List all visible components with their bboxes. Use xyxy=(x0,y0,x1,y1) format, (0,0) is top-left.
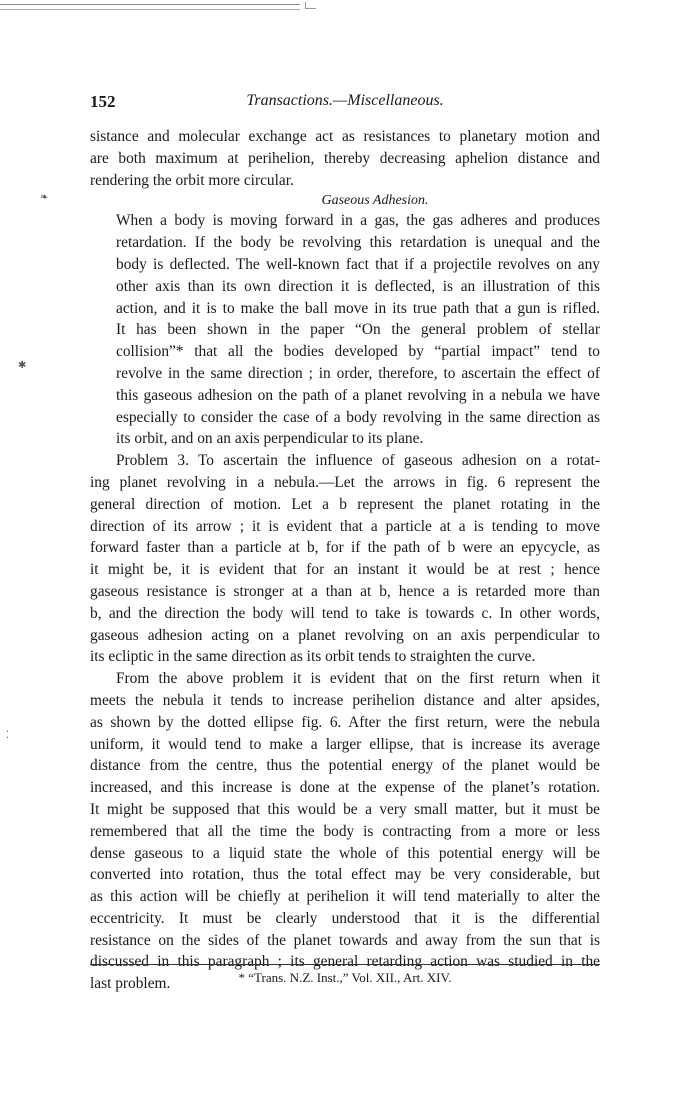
text-line: it might be, it is evident that for an instant it would be at rest ; hence xyxy=(90,561,600,579)
text-line: It has been shown in the paper “On the general problem of stellar xyxy=(116,321,600,339)
running-title: Transactions.—Miscellaneous. xyxy=(246,92,444,109)
text-line: uniform, it would tend to make a larger ellipse, that is increase its average xyxy=(90,735,600,753)
paragraph-gaseous-adhesion xyxy=(90,210,600,450)
text-line: collision”* that all the bodies developed by “partial impact” tend to xyxy=(116,343,600,361)
footnote: * “Trans. N.Z. Inst.,” Vol. XII., Art. XIV. xyxy=(238,970,452,985)
text-line: last problem. xyxy=(90,975,171,993)
text-line: dense gaseous to a liquid state the whole of this potential energy will be xyxy=(90,844,600,862)
text-line: especially to consider the case of a body revolving in the same direction as xyxy=(116,408,600,426)
text-line: forward faster than a particle at b, for if the path of b were an epycycle, as xyxy=(90,539,600,557)
text-line: this gaseous adhesion on the path of a planet revolving in a nebula we have xyxy=(116,386,600,404)
text-line: ing planet revolving in a nebula.—Let the arrows in fig. 6 represent the xyxy=(90,473,600,491)
text-line: b, and the direction the body will tend to take is towards c. In other words, xyxy=(90,604,600,622)
text-line: as this action will be chiefly at perihelion it will tend materially to alter the xyxy=(90,888,600,906)
text-line: action, and it is to make the ball move in its true path that a gun is rifled. xyxy=(116,299,600,317)
top-edge-mark xyxy=(305,2,316,9)
text-line: its ecliptic in the same direction as its orbit tends to straighten the curve. xyxy=(90,648,536,666)
text-line: remembered that all the time the body is contracting from a more or less xyxy=(90,822,600,840)
text-line: its orbit, and on an axis perpendicular to its plane. xyxy=(116,430,424,448)
text-line: meets the nebula it tends to increase perihelion distance and alter apsides, xyxy=(90,691,600,709)
print-speck: ⁚ xyxy=(6,730,10,741)
page-number: 152 xyxy=(90,92,116,111)
paragraph-continuation xyxy=(90,126,600,191)
print-speck: ❧ xyxy=(40,192,49,203)
text-line: retardation. If the body be revolving this retardation is unequal and the xyxy=(116,234,600,252)
print-speck: ✱ xyxy=(18,360,27,371)
text-line: eccentricity. It must be clearly understood that it is the differential xyxy=(90,909,600,927)
text-line: converted into rotation, thus the total effect may be very considerable, but xyxy=(90,866,600,884)
text-line: sistance and molecular exchange act as resistances to planetary motion and xyxy=(90,128,600,145)
text-line: resistance on the sides of the planet towards and away from the sun that is xyxy=(90,931,600,949)
text-line: distance from the centre, thus the potential energy of the planet would be xyxy=(90,757,600,775)
section-heading: Gaseous Adhesion. xyxy=(321,193,429,209)
text-line: gaseous resistance is stronger at a than at b, hence a is retarded more than xyxy=(90,582,600,600)
text-line: general direction of motion. Let a b represent the planet rotating in the xyxy=(90,495,600,513)
footnote-rule xyxy=(90,964,600,965)
text-line: rendering the orbit more circular. xyxy=(90,171,294,189)
text-line: increased, and this increase is done at the expense of the planet’s rotation. xyxy=(90,779,600,797)
text-line: body is deflected. The well-known fact that if a projectile revolves on any xyxy=(116,255,600,273)
text-line: gaseous adhesion acting on a planet revolving on an axis perpendicular to xyxy=(90,626,600,644)
text-line: direction of its arrow ; it is evident that a particle at a is tending to move xyxy=(90,517,600,535)
text-line: other axis than its own direction it is deflected, is an illustration of this xyxy=(116,277,600,295)
text-line: It might be supposed that this would be a very small matter, but it must be xyxy=(90,800,600,818)
body-text xyxy=(90,126,600,995)
paragraph-problem-3 xyxy=(90,450,600,668)
text-line: Problem 3. To ascertain the influence of gaseous adhesion on a rotat- xyxy=(116,452,600,470)
top-edge-rule xyxy=(0,4,300,10)
text-line: discussed in this paragraph ; its general retarding action was studied in the xyxy=(90,953,600,971)
text-line: When a body is moving forward in a gas, the gas adheres and produces xyxy=(116,212,600,230)
page-header xyxy=(90,92,600,114)
text-line: From the above problem it is evident that on the first return when it xyxy=(116,670,600,688)
text-line: are both maximum at perihelion, thereby decreasing aphelion distance and xyxy=(90,149,600,167)
paragraph-first-return xyxy=(90,668,600,995)
text-line: revolve in the same direction ; in order, therefore, to ascertain the effect of xyxy=(116,364,600,382)
text-line: as shown by the dotted ellipse fig. 6. After the first return, were the nebula xyxy=(90,713,600,731)
